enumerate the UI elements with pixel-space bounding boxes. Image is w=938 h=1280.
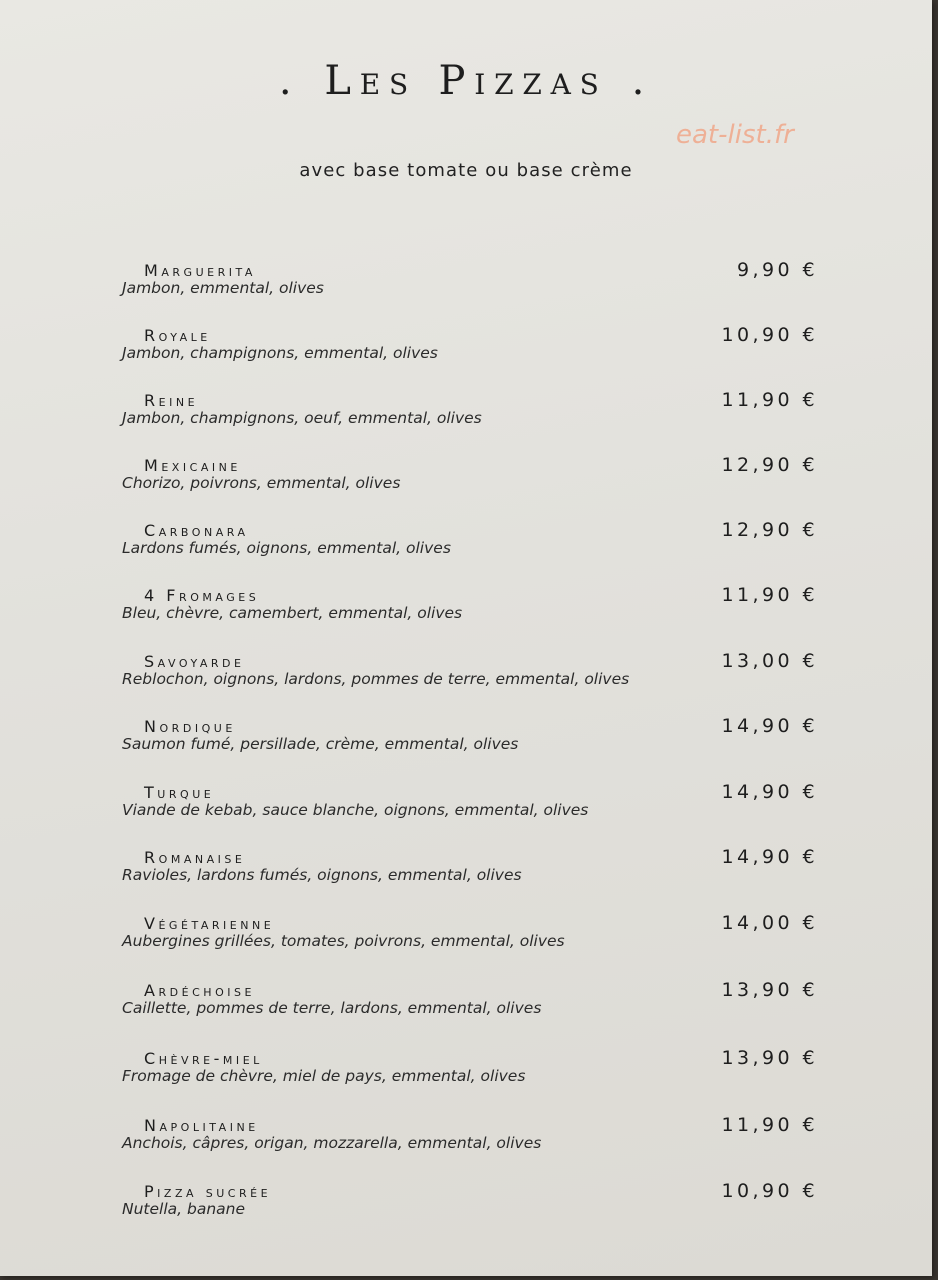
item-description: Lardons fumés, oignons, emmental, olives [122,539,451,557]
menu-subtitle: avec base tomate ou base crème [299,160,633,181]
title-dot-right: . [631,58,654,104]
menu-item [118,783,818,833]
item-description: Jambon, champignons, emmental, olives [122,344,438,362]
item-price: 14,00 € [721,912,818,934]
item-name: Royale [144,326,211,345]
item-description: Viande de kebab, sauce blanche, oignons, emmental, olives [122,801,589,819]
item-price: 9,90 € [737,259,818,281]
item-price: 11,90 € [721,1114,818,1136]
menu-item [118,391,818,441]
item-description: Aubergines grillées, tomates, poivrons, emmental, olives [122,932,565,950]
item-price: 11,90 € [721,584,818,606]
item-name: Ardéchoise [144,981,255,1000]
item-name: 4 Fromages [144,586,260,605]
item-name: Mexicaine [144,456,241,475]
item-name: Marguerita [144,261,256,280]
item-price: 10,90 € [721,324,818,346]
menu-item [118,652,818,702]
item-price: 14,90 € [721,846,818,868]
menu-title-text: Les Pizzas [324,58,608,104]
item-price: 14,90 € [721,715,818,737]
item-description: Jambon, champignons, oeuf, emmental, olives [122,409,482,427]
item-name: Chèvre-miel [144,1049,263,1068]
menu-item [118,914,818,964]
menu-item [118,717,818,767]
item-description: Chorizo, poivrons, emmental, olives [122,474,401,492]
menu-item [118,981,818,1031]
item-price: 12,90 € [721,519,818,541]
item-price: 14,90 € [721,781,818,803]
item-description: Ravioles, lardons fumés, oignons, emmental, olives [122,866,522,884]
menu-item [118,1182,818,1232]
item-name: Carbonara [144,521,249,540]
item-name: Pizza sucrée [144,1182,272,1201]
item-price: 13,90 € [721,1047,818,1069]
item-description: Bleu, chèvre, camembert, emmental, olives [122,604,463,622]
item-name: Végétarienne [144,914,275,933]
menu-title [0,58,932,104]
item-name: Nordique [144,717,236,736]
item-name: Savoyarde [144,652,245,671]
menu-item [118,326,818,376]
menu-item [118,1049,818,1099]
item-name: Romanaise [144,848,246,867]
item-name: Napolitaine [144,1116,259,1135]
title-dot-left: . [278,58,301,104]
item-description: Caillette, pommes de terre, lardons, emmental, olives [122,999,542,1017]
item-description: Jambon, emmental, olives [122,279,324,297]
item-price: 12,90 € [721,454,818,476]
menu-item [118,261,818,311]
item-name: Turque [144,783,215,802]
item-price: 13,90 € [721,979,818,1001]
item-name: Reine [144,391,199,410]
menu-item [118,1116,818,1166]
item-price: 11,90 € [721,389,818,411]
item-price: 13,00 € [721,650,818,672]
item-description: Nutella, banane [122,1200,246,1218]
item-description: Reblochon, oignons, lardons, pommes de terre, emmental, olives [122,670,630,688]
menu-item [118,456,818,506]
item-description: Saumon fumé, persillade, crème, emmental, olives [122,735,519,753]
menu-item [118,848,818,898]
menu-item [118,586,818,636]
watermark: eat-list.fr [676,120,794,150]
menu-item [118,521,818,571]
item-description: Anchois, câpres, origan, mozzarella, emmental, olives [122,1134,542,1152]
item-price: 10,90 € [721,1180,818,1202]
item-description: Fromage de chèvre, miel de pays, emmental, olives [122,1067,526,1085]
